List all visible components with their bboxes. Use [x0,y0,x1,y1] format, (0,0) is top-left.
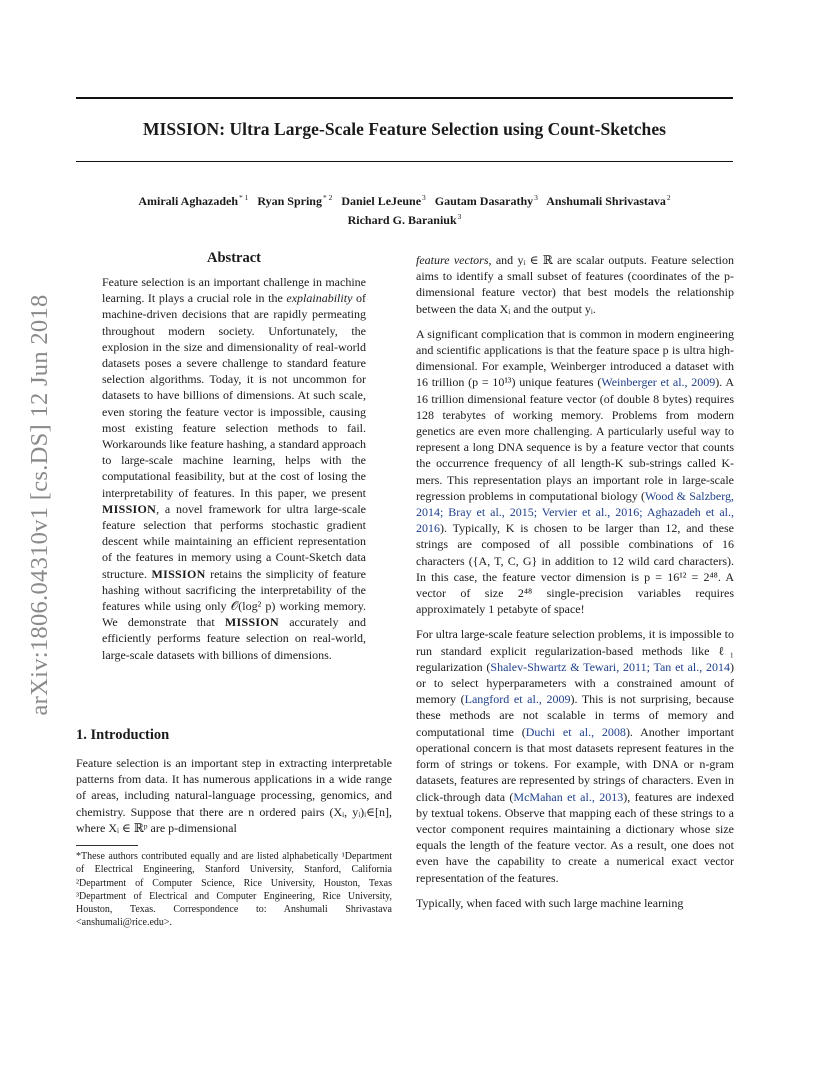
arxiv-identifier: arXiv:1806.04310v1 [cs.DS] 12 Jun 2018 [26,294,53,716]
paragraph-text: ). A 16 trillion dimensional feature vector (of double 8 bytes) requires 128 terabytes of working memory. Problems from modern genetics are even more challenging. A particularly useful way to represent a long DNA sequence is by a feature vector that counts the occurrence frequency of all length-K sub-strings called K-mers. This representation plays an important role in large-scale regression problems in computational biology ( [416,375,735,503]
title-rule-bottom [76,161,733,162]
paper-title: MISSION: Ultra Large-Scale Feature Selection using Count-Sketches [142,119,667,139]
citation-link[interactable]: McMahan et al., 2013 [513,789,624,804]
citation-link[interactable]: Duchi et al., 2008 [525,724,626,739]
paragraph-emphasis: feature vectors [416,253,489,267]
abstract-section [76,250,392,663]
citation-link[interactable]: Weinberger et al., 2009 [601,375,716,390]
author-name: Daniel LeJeune [341,194,422,208]
author-name: Ryan Spring [257,194,322,208]
right-column [416,252,734,920]
author-name: Anshumali Shrivastava [546,194,666,208]
citation-link[interactable]: Shalev-Shwartz & Tewari, 2011; Tan et al., 2014 [490,659,730,674]
paragraph-text: ) or to select hyperparameters with a constrained amount of memory ( [416,659,734,707]
author-affiliation-mark: 3 [457,212,462,221]
abstract-text: , a novel framework for ultra large-scale feature selection that performs stochastic gradient descent while maintaining an efficient representation of the features in memory using a Count-Sketch data structure. [102,501,366,581]
citation-link[interactable]: Wood & Salzberg, 2014; Bray et al., 2015; Vervier et al., 2016; Aghazadeh et al., 2016 [416,488,735,536]
introduction-text: Feature selection is an important step in extracting interpretable patterns from data. It has numerous applications in a wide range of areas, including natural-language processing, genomics, and chemistry. Suppose that there are n ordered pairs (Xᵢ, yᵢ)ᵢ∈[n], where Xᵢ ∈ ℝᵖ are p-dimensional [76,756,392,835]
paragraph-text: , and yᵢ ∈ ℝ are scalar outputs. Feature selection aims to identify a small subset of features (coordinates of the p-dimensional feature vector) that best models the relationship between the data Xᵢ and the output yᵢ. [416,253,734,316]
mission-name: MISSION [224,615,280,630]
paragraph-text: For ultra large-scale feature selection problems, it is impossible to run standard explicit regularization-based methods like ℓ₁ regularization ( [416,627,734,674]
abstract-body [102,274,366,663]
author-list [76,190,733,228]
author-affiliation-mark: 3 [422,193,426,202]
abstract-text: of machine-driven decisions that are rapidly permeating throughout modern society. Unfortunately, the explosion in the size and dimensionality of real-world datasets poses a severe challenge to standard feature selection algorithms. Today, it is not uncommon for datasets to have billions of dimensions. At such scale, even storing the feature vector is impossible, causing most existing feature selection methods to fail. Workarounds like feature hashing, a standard approach to large-scale machine learning, helps with the computational feasibility, but at the cost of losing the interpretability of features. In this paper, we present [102,291,366,500]
citation-link[interactable]: Langford et al., 2009 [464,692,571,707]
paragraph-text: ). Typically, K is chosen to be larger than 12, and these strings are composed of all possible combinations of 16 characters ({A, T, C, G} in addition to 12 wild card characters). In this case, the feature vector dimension is p = 16¹² = 2⁴⁸. A vector of size 2⁴⁸ single-precision variables requires approximately 1 petabyte of space! [416,521,734,617]
affiliation-footnote: *These authors contributed equally and are listed alphabetically ¹Department of Electrical Engineering, Stanford University, Stanford, California ²Department of Computer Science, Rice University, Houston, Texas ³Department of Electrical and Computer Engineering, Rice University, Houston, Texas. Correspondence to: Anshumali Shrivastava <anshumali@rice.edu>. [76,851,392,929]
author-name: Richard G. Baraniuk [347,213,457,227]
author-affiliation-mark: 2 [666,193,671,202]
paragraph [416,626,734,885]
paragraph-text: ), features are indexed by textual tokens. Observe that mapping each of these strings to a vector component requires maintaining a dictionary whose size equals the length of the feature vector. As a result, one does not even have the capability to create a numerical exact vector representation of the features. [416,789,734,885]
paragraph-text: A significant complication that is common in modern engineering and scientific applications is that the feature space p is ultra high-dimensional. For example, Weinberger introduced a dataset with 16 trillion (p = 10¹³) unique features ( [416,326,734,390]
author-affiliation-mark: 3 [534,193,538,202]
author-name: Gautam Dasarathy [434,194,534,208]
abstract-text: retains the simplicity of feature hashing without sacrificing the interpretability of the features while using only 𝒪(log² p) working memory. We demonstrate that [102,566,367,630]
author-name: Amirali Aghazadeh [138,194,238,208]
paragraph-text: ). Another important operational concern is that most datasets represent features in the form of strings or tokens. For example, with DNA or n-gram datasets, features are represented by strings of characters. Even in click-through data ( [416,724,734,804]
author-affiliation-mark: * 2 [322,193,333,202]
paragraph: Typically, when faced with such large machine learning [416,895,684,910]
introduction-heading: 1. Introduction [76,727,170,743]
abstract-heading: Abstract [207,250,261,266]
footnote-rule [76,845,138,846]
paragraph [416,252,734,317]
mission-name: MISSION [151,566,206,581]
abstract-emphasis: explainability [286,291,353,306]
paragraph [416,326,734,618]
paragraph-text: ). This is not surprising, because these methods are not scalable in terms of memory and computational time ( [416,692,734,739]
abstract-text: Feature selection is an important challenge in machine learning. It plays a crucial role in the [102,275,366,306]
abstract-text: accurately and efficiently performs feature selection on real-world, large-scale datasets with billions of dimensions. [102,615,366,662]
title-rule-top [76,97,733,99]
arxiv-side-stamp [20,250,60,760]
mission-name: MISSION [102,501,157,516]
author-affiliation-mark: * 1 [239,193,249,202]
